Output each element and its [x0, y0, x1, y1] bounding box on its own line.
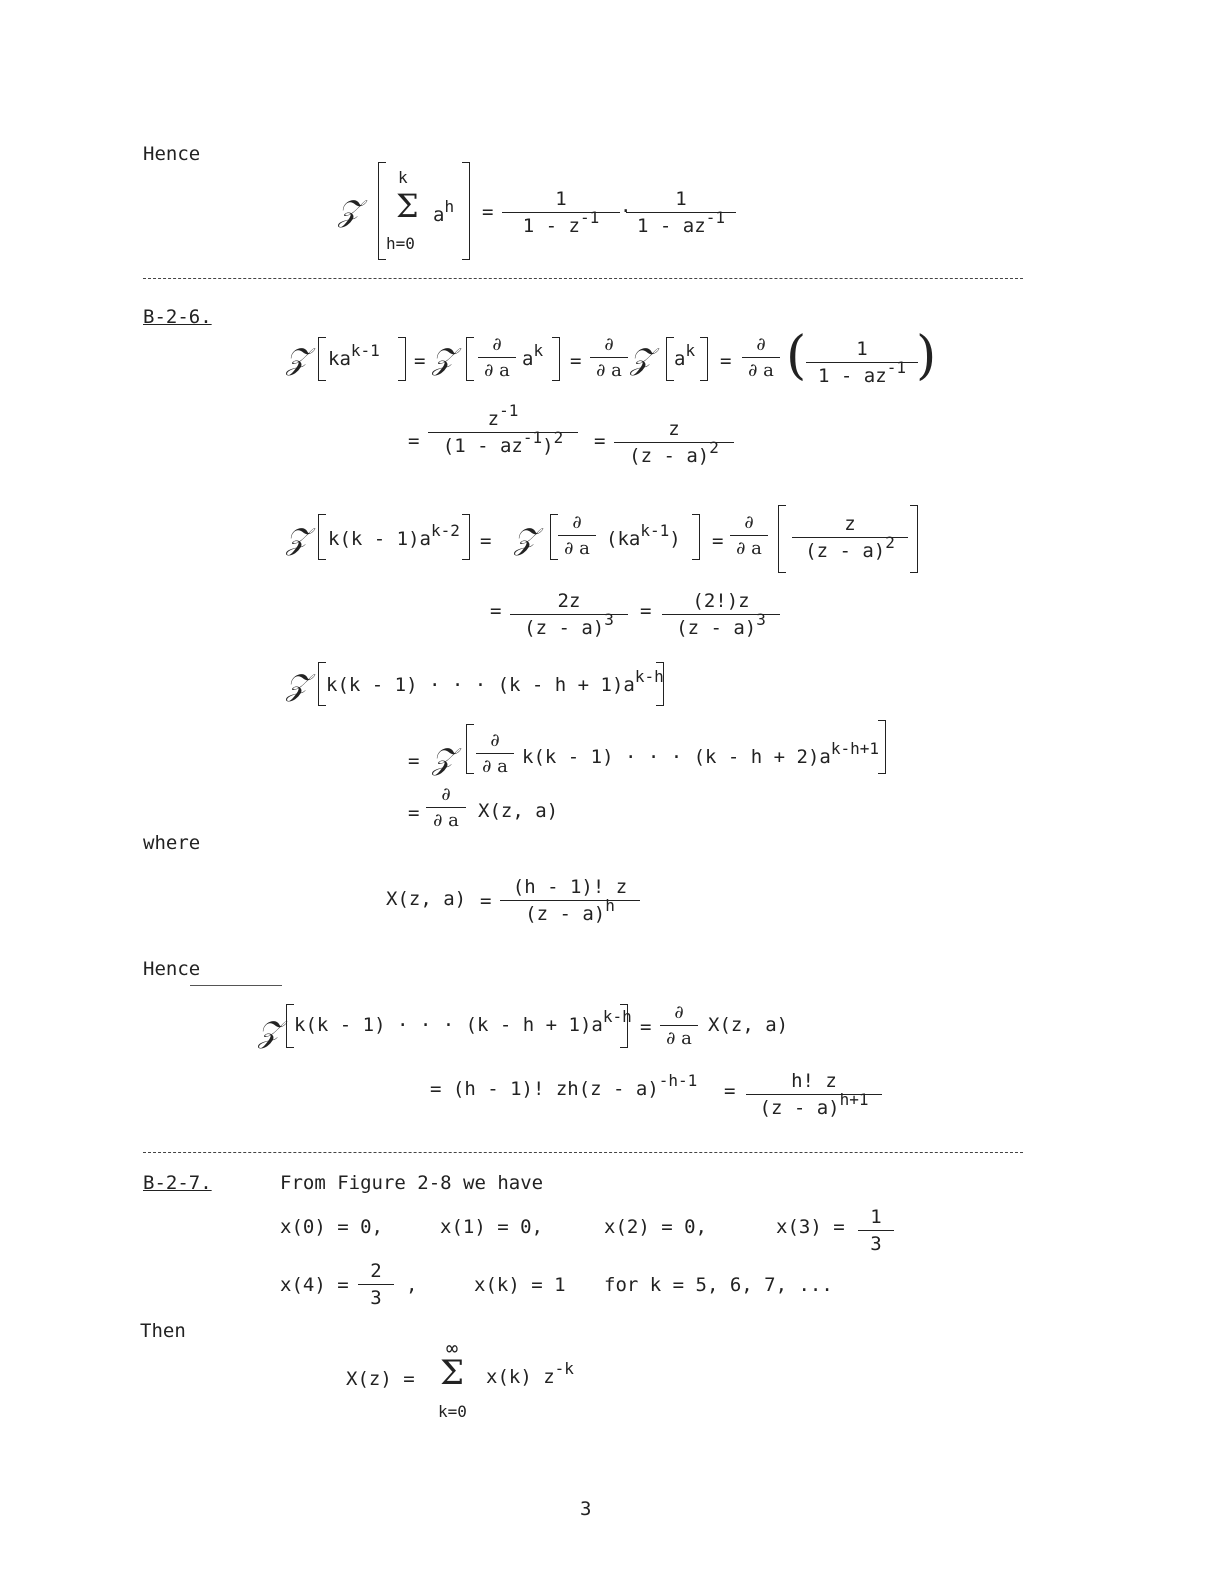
partial-derivative: ∂ ∂ a [660, 1004, 698, 1048]
fraction-l4a: $\frac{2z}{(z - a)^3}$ [510, 592, 628, 638]
x4-fraction: $\frac{2}{3}$ [358, 1262, 394, 1308]
sum-lower-limit: k=0 [438, 1402, 467, 1421]
fraction-final: $\frac{h! z}{(z - a)^{h+1}}$ [746, 1072, 882, 1118]
sigma-symbol: Σ [440, 1353, 465, 1393]
z-transform-symbol: 𝒵 [286, 522, 309, 557]
z-transform-symbol: 𝒵 [286, 668, 309, 703]
z-transform-symbol: 𝒵 [338, 194, 361, 229]
partial-derivative: ∂ ∂ a [476, 732, 514, 776]
xk-value: x(k) = 1 [474, 1274, 566, 1296]
hence-label-middle: Hence [143, 958, 201, 980]
hence-label-top: Hence [143, 143, 201, 165]
partial-derivative: ∂ ∂ a [742, 336, 780, 380]
partial-derivative: ∂ ∂ a [558, 514, 596, 558]
fraction-l2b: $\frac{z}{(z - a)^2}$ [614, 420, 734, 466]
section-label-b26: B-2-6. [143, 306, 212, 328]
partial-derivative: ∂ ∂ a [478, 336, 516, 380]
fraction-1: $\frac{1}{1 - z^{-1}}$ [502, 190, 620, 236]
fraction-l1: $\frac{1}{1 - az^{-1}}$ [806, 340, 918, 386]
fraction-l4b: $\frac{(2!)z}{(z - a)^3}$ [662, 592, 780, 638]
infinity-symbol: ∞ [446, 1336, 459, 1360]
x3-value: x(3) = [776, 1216, 845, 1238]
partial-derivative: ∂ ∂ a [426, 786, 466, 830]
then-label: Then [140, 1320, 186, 1342]
section-separator [143, 1152, 1023, 1153]
fraction-l3: $\frac{z}{(z - a)^2}$ [792, 515, 908, 561]
section-separator [143, 278, 1023, 279]
equals-sign: = [482, 201, 494, 223]
sigma-symbol: Σ [396, 187, 419, 225]
term-ka: $ka^{k-1}$ [328, 341, 380, 370]
z-transform-symbol: 𝒵 [514, 522, 537, 557]
page-number: 3 [580, 1498, 592, 1520]
underline-mark [190, 985, 282, 986]
xk-condition: for k = 5, 6, 7, ... [604, 1274, 833, 1296]
z-transform-symbol: 𝒵 [258, 1015, 281, 1050]
right-bracket [462, 162, 470, 260]
section-label-b27: B-2-7. [143, 1172, 212, 1194]
z-transform-symbol: 𝒵 [432, 342, 455, 377]
x1-value: x(1) = 0, [440, 1216, 543, 1238]
x4-value: x(4) = [280, 1274, 349, 1296]
x3-fraction: $\frac{1}{3}$ [858, 1208, 894, 1254]
partial-derivative: ∂ ∂ a [730, 514, 768, 558]
fraction-l2a: $\frac{z^{-1}}{(1 - az^{-1})^2}$ [428, 410, 578, 456]
fraction-2: $\frac{1}{1 - az^{-1}}$ [626, 190, 736, 236]
x0-value: x(0) = 0, [280, 1216, 383, 1238]
sum-upper-limit: k [398, 168, 408, 187]
sum-term: $a^h$ [433, 197, 455, 226]
b27-intro: From Figure 2-8 we have [280, 1172, 544, 1194]
x2-value: x(2) = 0, [604, 1216, 707, 1238]
z-transform-symbol: 𝒵 [630, 342, 653, 377]
sum-lower-limit: h=0 [386, 234, 415, 253]
left-bracket [378, 162, 386, 260]
document-page: Hence 𝒵 k Σ h=0 $a^h$ = $\frac{1}{1 - z^{-1}}$ · $\frac{1}{1 - az^{-1}}$ B-2-6. 𝒵 $ka^{k-1}$ = 𝒵 ∂ ∂ a $a^k$ = ∂ ∂ a 𝒵 $a^k$ = ∂ ∂ a ( $\frac{1}{1 - az^{-1}}$ ) = $\frac{z^{-1}}{(1 - az^{-1})^2}$ = $\frac{z}{(z - a)^2}$ 𝒵 $k(k - 1)a^{k-2}$ = 𝒵 ∂ ∂ a $(ka^{k-1})$ = ∂ ∂ a $\frac{z}{(z - a)^2}$ = $\frac{2z}{(z - a)^3}$ = $\frac{(2!)z}{(z - a)^3}$ 𝒵 k(k - 1) · · · $(k - h + 1)a^{k-h}$ = 𝒵 ∂ ∂ a k(k - 1) · · · $(k - h + 2)a^{k-h+1}$ = ∂ ∂ a X(z, a) where X(z, a) = $\frac{(h - 1)! z}{(z - a)^h}$ Hence 𝒵 k(k - 1) · · · $(k - h + 1)a^{k-h}$ = ∂ ∂ a X(z, a) = (h - 1)! zh(z - a)$^{-h-1}$ = $\frac{h! z}{(z - a)^{h+1}}$ B-2-7. From Figure 2-8 we have x(0) = 0, x(1) = 0, x(2) = 0, x(3) = $\frac{1}{3}$ x(4) = $\frac{2}{3}$ , x(k) = 1 for k = 5, 6, 7, ... Then X(z) = ∞ Σ k=0 x(k) $z^{-k}$ 3 [0, 0, 1205, 1583]
z-transform-symbol: 𝒵 [286, 342, 309, 377]
fraction-where: $\frac{(h - 1)! z}{(z - a)^h}$ [500, 878, 640, 924]
where-label: where [143, 832, 201, 854]
partial-derivative: ∂ ∂ a [590, 336, 628, 380]
z-transform-symbol: 𝒵 [432, 742, 455, 777]
